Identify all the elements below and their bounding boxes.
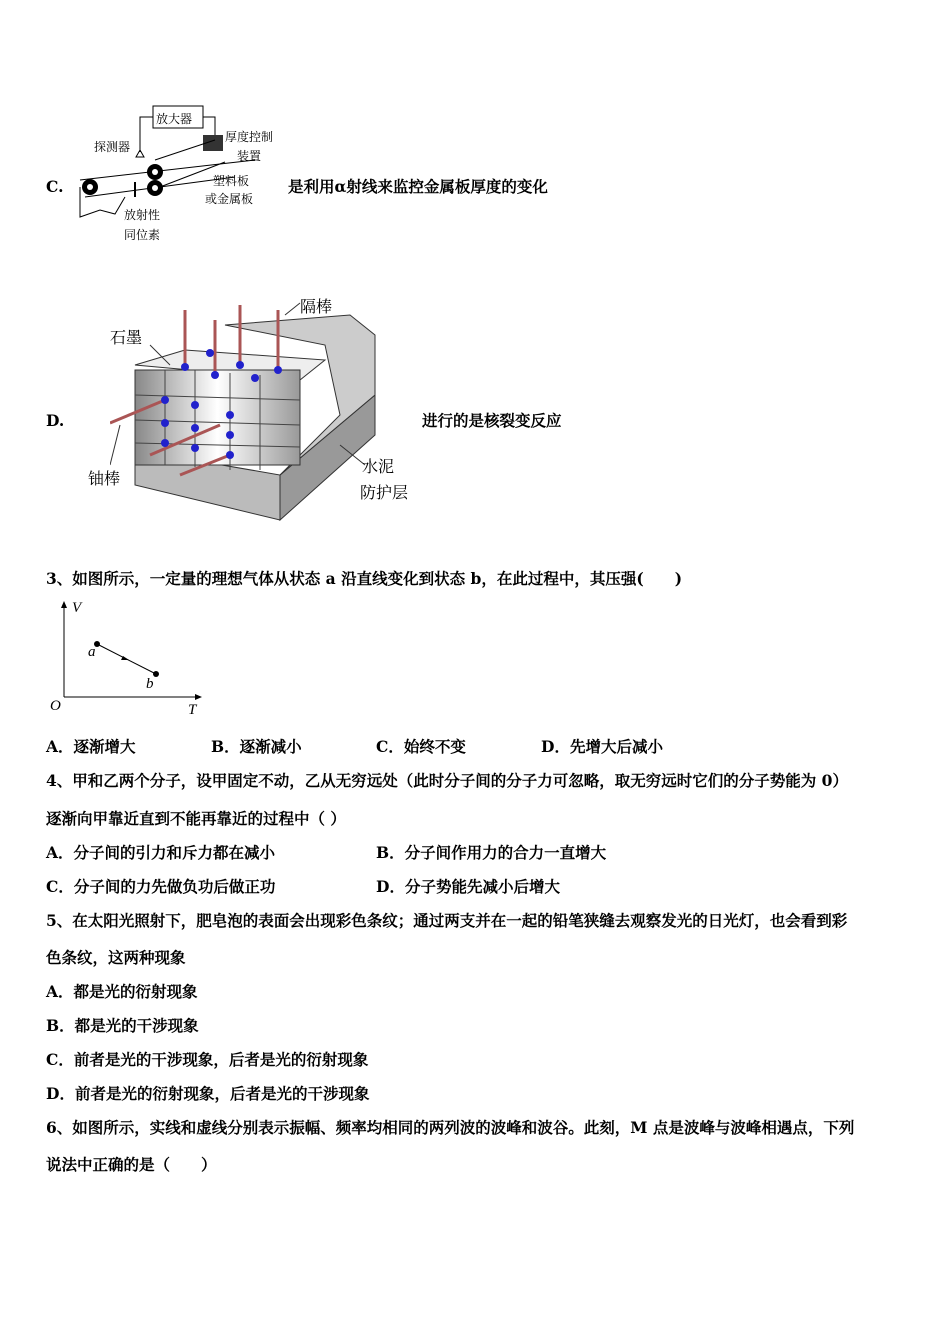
label-isotope: 放射性	[124, 208, 161, 222]
axis-label-t: T	[188, 702, 197, 718]
label-amplifier: 放大器	[156, 112, 193, 126]
q3-option-d[interactable]: D．先增大后减小	[541, 737, 663, 756]
q6-stem-line1: 6、如图所示，实线和虚线分别表示振幅、频率均相同的两列波的波峰和波谷。此刻，M 点是波峰与波峰相遇点，下列	[46, 1118, 855, 1137]
option-c-text: 是利用α射线来监控金属板厚度的变化	[288, 177, 548, 196]
q5-option-b[interactable]: B．都是光的干涉现象	[46, 1016, 199, 1035]
option-d-text: 进行的是核裂变反应	[422, 411, 562, 430]
point-b-label: b	[146, 676, 154, 692]
q4-option-c[interactable]: C．分子间的力先做负功后做正功	[46, 877, 276, 896]
q4-stem-line1: 4、甲和乙两个分子，设甲固定不动，乙从无穷远处（此时分子间的分子力可忽略，取无穷远时它们的分子势能为 0）	[46, 771, 848, 790]
label-plate: 塑料板	[213, 174, 250, 188]
q6-stem-line2: 说法中正确的是（ ）	[46, 1155, 217, 1174]
option-c-letter: C.	[46, 177, 64, 196]
q5-option-c[interactable]: C．前者是光的干涉现象，后者是光的衍射现象	[46, 1050, 369, 1069]
label-plate-2: 或金属板	[205, 192, 254, 206]
origin-label: O	[50, 698, 61, 714]
label-detector: 探测器	[94, 140, 131, 154]
label-thickness-control-2: 装置	[237, 149, 262, 163]
q4-option-d[interactable]: D．分子势能先减小后增大	[376, 877, 560, 896]
label-cement-2: 防护层	[360, 483, 409, 502]
q3-option-b[interactable]: B．逐渐减小	[211, 737, 302, 756]
q4-option-a[interactable]: A．分子间的引力和斥力都在减小	[46, 843, 276, 862]
label-isotope-2: 同位素	[124, 228, 161, 242]
axis-label-v: V	[72, 600, 82, 616]
option-d-letter: D.	[46, 411, 65, 430]
q5-option-a[interactable]: A．都是光的衍射现象	[46, 982, 198, 1001]
q4-stem-line2: 逐渐向甲靠近直到不能再靠近的过程中（ ）	[46, 809, 346, 828]
label-uranium-rod: 铀棒	[88, 469, 121, 488]
label-cement: 水泥	[362, 457, 395, 476]
q5-stem-line2: 色条纹，这两种现象	[46, 948, 186, 967]
label-thickness-control: 厚度控制	[225, 130, 274, 144]
q3-option-a[interactable]: A．逐渐增大	[46, 737, 136, 756]
q5-stem-line1: 5、在太阳光照射下，肥皂泡的表面会出现彩色条纹；通过两支并在一起的铅笔狭缝去观察发光的日光灯，也会看到彩	[46, 911, 848, 930]
label-separator-rod: 隔棒	[300, 297, 333, 316]
label-graphite: 石墨	[110, 328, 143, 347]
point-a-label: a	[88, 644, 96, 660]
q3-stem: 3、如图所示，一定量的理想气体从状态 a 沿直线变化到状态 b，在此过程中，其压强( )	[46, 569, 683, 588]
q4-option-b[interactable]: B．分子间作用力的合力一直增大	[376, 843, 607, 862]
q3-option-c[interactable]: C．始终不变	[376, 737, 466, 756]
q5-option-d[interactable]: D．前者是光的衍射现象，后者是光的干涉现象	[46, 1084, 370, 1103]
